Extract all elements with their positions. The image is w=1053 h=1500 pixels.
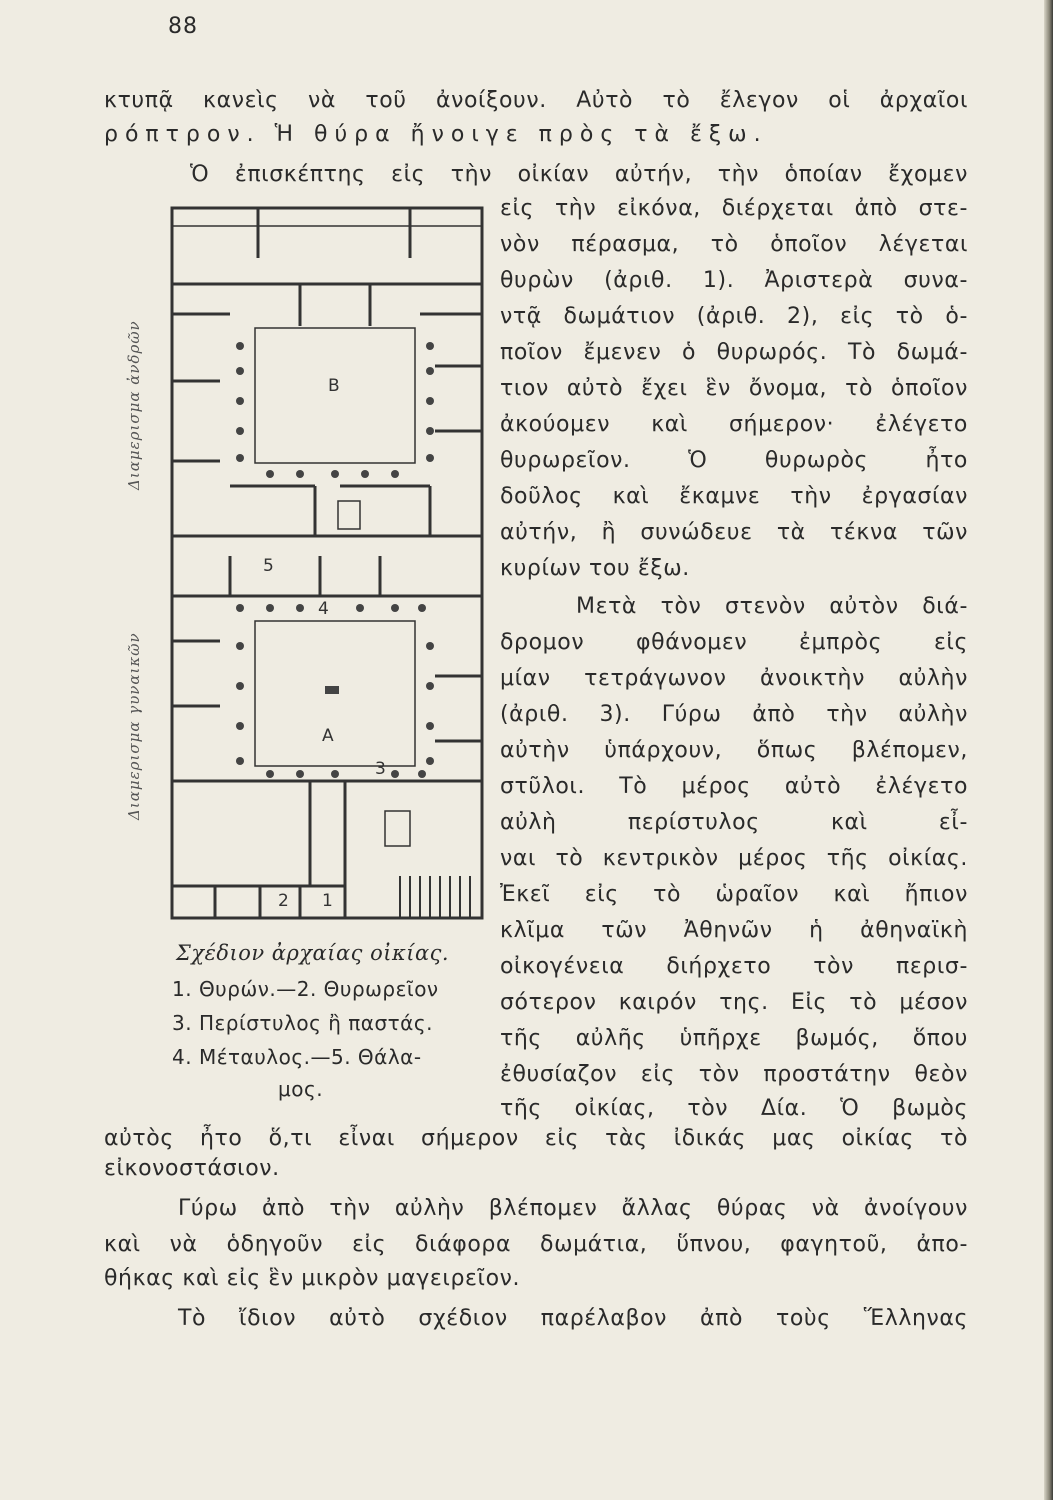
text-line: ἐθυσίαζον εἰς τὸν προστάτην θεὸν — [500, 1062, 968, 1087]
figure-caption-title: Σχέδιον ἀρχαίας οἰκίας. — [176, 941, 450, 965]
page-number: 88 — [168, 14, 198, 39]
text-line: κυρίων του ἔξω. — [500, 556, 690, 581]
text-line: Τὸ ἴδιον αὐτὸ σχέδιον παρέλαβον ἀπὸ τοὺς Ἕλληνας — [178, 1306, 968, 1331]
text-line: θήκας καὶ εἰς ἓν μικρὸν μαγειρεῖον. — [104, 1266, 521, 1291]
text-line: θυρὼν (ἀριθ. 1). Ἀριστερὰ συνα- — [500, 268, 968, 293]
label-a: Α — [322, 726, 334, 746]
text-line: δοῦλος καὶ ἔκαμνε τὴν ἐργασίαν — [500, 484, 968, 509]
text-line: (ἀριθ. 3). Γύρω ἀπὸ τὴν αὐλὴν — [500, 702, 968, 727]
text-line: τιον αὐτὸ ἔχει ἓν ὄνομα, τὸ ὁποῖον — [500, 376, 968, 401]
page-edge — [1044, 0, 1053, 1500]
text-line: Μετὰ τὸν στενὸν αὐτὸν διά- — [576, 594, 968, 619]
label-5: 5 — [263, 556, 274, 576]
text-line: Ἐκεῖ εἰς τὸ ὡραῖον καὶ ἤπιον — [500, 882, 968, 907]
label-3: 3 — [375, 759, 386, 779]
text-line: αὐτήν, ἢ συνώδευε τὰ τέκνα τῶν — [500, 520, 968, 545]
figure-caption-line: μος. — [278, 1077, 324, 1101]
text-line: κλῖμα τῶν Ἀθηνῶν ἡ ἀθηναϊκὴ — [500, 918, 968, 943]
text-line: ποῖον ἔμενεν ὁ θυρωρός. Τὸ δωμά- — [500, 340, 968, 365]
text-line: κτυπᾷ κανεὶς νὰ τοῦ ἀνοίξουν. Αὐτὸ τὸ ἔλεγον οἱ ἀρχαῖοι — [104, 88, 968, 113]
text-line: σότερον καιρόν της. Εἰς τὸ μέσον — [500, 990, 968, 1015]
text-line: ἀκούομεν καὶ σήμερον· ἐλέγετο — [500, 412, 968, 437]
figure-caption-line: 3. Περίστυλος ἢ παστάς. — [172, 1011, 433, 1035]
text-line: αὐτὴν ὑπάρχουν, ὅπως βλέπομεν, — [500, 738, 968, 763]
text-line: εἰκονοστάσιον. — [104, 1156, 280, 1181]
text-line: καὶ νὰ ὁδηγοῦν εἰς διάφορα δωμάτια, ὕπνου, φαγητοῦ, ἀπο- — [104, 1232, 968, 1257]
house-floor-plan — [160, 196, 490, 926]
text-line: ναι τὸ κεντρικὸν μέρος τῆς οἰκίας. — [500, 846, 968, 871]
text-line: ντᾷ δωμάτιον (ἀριθ. 2), εἰς τὸ ὁ- — [500, 304, 968, 329]
text-line: νὸν πέρασμα, τὸ ὁποῖον λέγεται — [500, 232, 968, 257]
figure-caption-line: 4. Μέταυλος.—5. Θάλα- — [172, 1045, 422, 1069]
text-line: θυρωρεῖον. Ὁ θυρωρὸς ἦτο — [500, 448, 968, 473]
text-line: εἰς τὴν εἰκόνα, διέρχεται ἀπὸ στε- — [500, 196, 968, 221]
figure-caption-line: 1. Θυρών.—2. Θυρωρεῖον — [172, 977, 439, 1001]
text-line: μίαν τετράγωνον ἀνοικτὴν αὐλὴν — [500, 666, 968, 691]
label-2: 2 — [278, 891, 289, 911]
label-1: 1 — [322, 891, 333, 911]
text-line: δρομον φθάνομεν ἐμπρὸς εἰς — [500, 630, 968, 655]
label-b: Β — [328, 376, 340, 396]
label-4: 4 — [318, 599, 329, 619]
text-line: στῦλοι. Τὸ μέρος αὐτὸ ἐλέγετο — [500, 774, 968, 799]
text-line: ρόπτρον. Ἡ θύρα ἤνοιγε πρὸς τὰ ἔξω. — [104, 122, 768, 147]
side-note-men: Διαμερισμα ἀνδρῶν — [125, 320, 143, 490]
text-line: αὐτὸς ἦτο ὅ,τι εἶναι σήμερον εἰς τὰς ἰδικάς μας οἰκίας τὸ — [104, 1126, 968, 1151]
text-line: οἰκογένεια διήρχετο τὸν περισ- — [500, 954, 968, 979]
text-line: τῆς οἰκίας, τὸν Δία. Ὁ βωμὸς — [500, 1096, 968, 1121]
text-line: Γύρω ἀπὸ τὴν αὐλὴν βλέπομεν ἄλλας θύρας νὰ ἀνοίγουν — [178, 1196, 968, 1221]
text-line: Ὁ ἐπισκέπτης εἰς τὴν οἰκίαν αὐτήν, τὴν ὁποίαν ἔχομεν — [190, 162, 968, 187]
text-line: αὐλὴ περίστυλος καὶ εἶ- — [500, 810, 968, 835]
text-line: τῆς αὐλῆς ὑπῆρχε βωμός, ὅπου — [500, 1026, 968, 1051]
side-note-women: Διαμερισμα γυναικῶν — [125, 632, 143, 820]
